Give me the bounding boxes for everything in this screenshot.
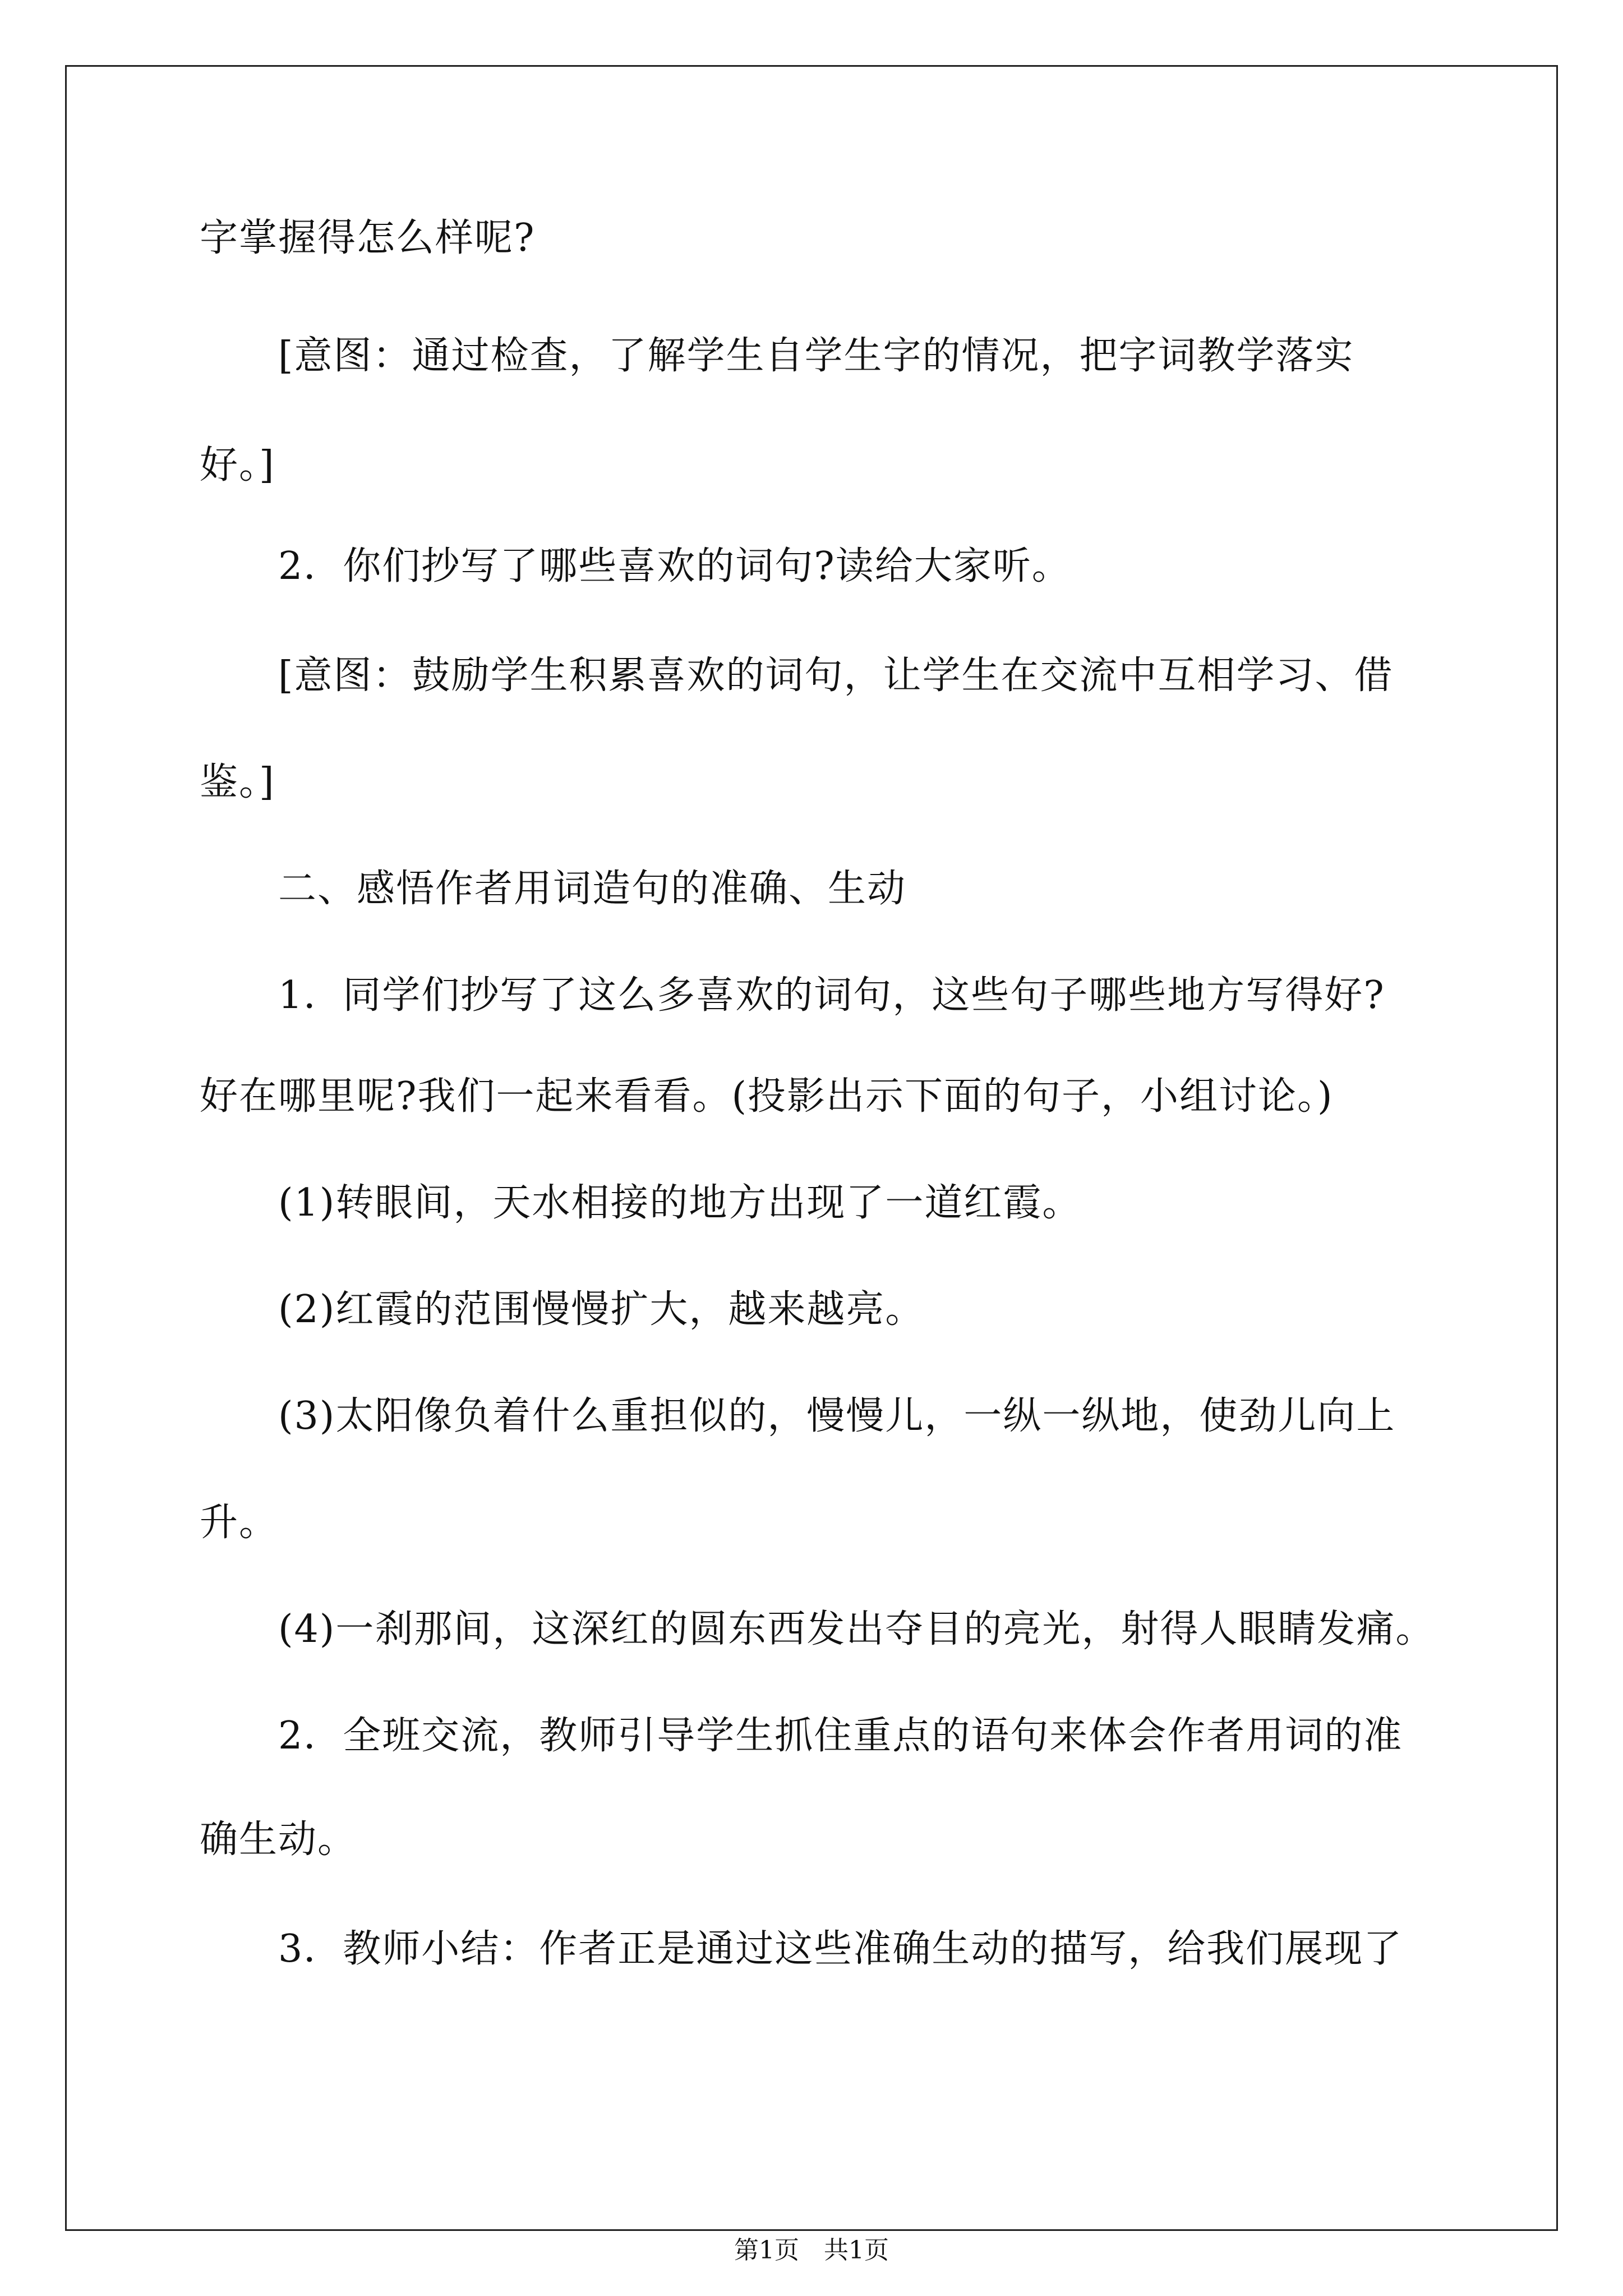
text-line-11: (2)红霞的范围慢慢扩大，越来越亮。: [278, 1287, 925, 1332]
text-line-16: 确生动。: [200, 1818, 357, 1862]
text-line-12: (3)太阳像负着什么重担似的，慢慢儿，一纵一纵地，使劲儿向上: [278, 1394, 1396, 1438]
page-border: [65, 65, 1558, 2231]
text-line-15: 2．全班交流，教师引导学生抓住重点的语句来体会作者用词的准: [278, 1714, 1403, 1758]
text-line-6: 鉴。]: [200, 760, 275, 804]
text-line-3: 好。]: [200, 443, 275, 487]
text-line-8: 1．同学们抄写了这么多喜欢的词句，这些句子哪些地方写得好?: [278, 973, 1385, 1018]
text-line-1: 字掌握得怎么样呢?: [200, 216, 536, 260]
text-line-7: 二、感悟作者用词造句的准确、生动: [278, 867, 907, 911]
text-line-17: 3．教师小结：作者正是通过这些准确生动的描写，给我们展现了: [278, 1927, 1403, 1971]
text-line-4: 2．你们抄写了哪些喜欢的词句?读给大家听。: [278, 544, 1071, 588]
page-footer: 第1页 共1页: [734, 2236, 889, 2265]
text-line-13: 升。: [200, 1501, 279, 1545]
text-line-14: (4)一刹那间，这深红的圆东西发出夺目的亮光，射得人眼睛发痛。: [278, 1607, 1435, 1651]
text-line-5: [意图：鼓励学生积累喜欢的词句，让学生在交流中互相学习、借: [278, 654, 1394, 698]
text-line-10: (1)转眼间，天水相接的地方出现了一道红霞。: [278, 1181, 1082, 1225]
text-line-9: 好在哪里呢?我们一起来看看。(投影出示下面的句子，小组讨论。): [200, 1074, 1334, 1119]
text-line-2: [意图：通过检查，了解学生自学生字的情况，把字词教学落实: [278, 334, 1354, 378]
